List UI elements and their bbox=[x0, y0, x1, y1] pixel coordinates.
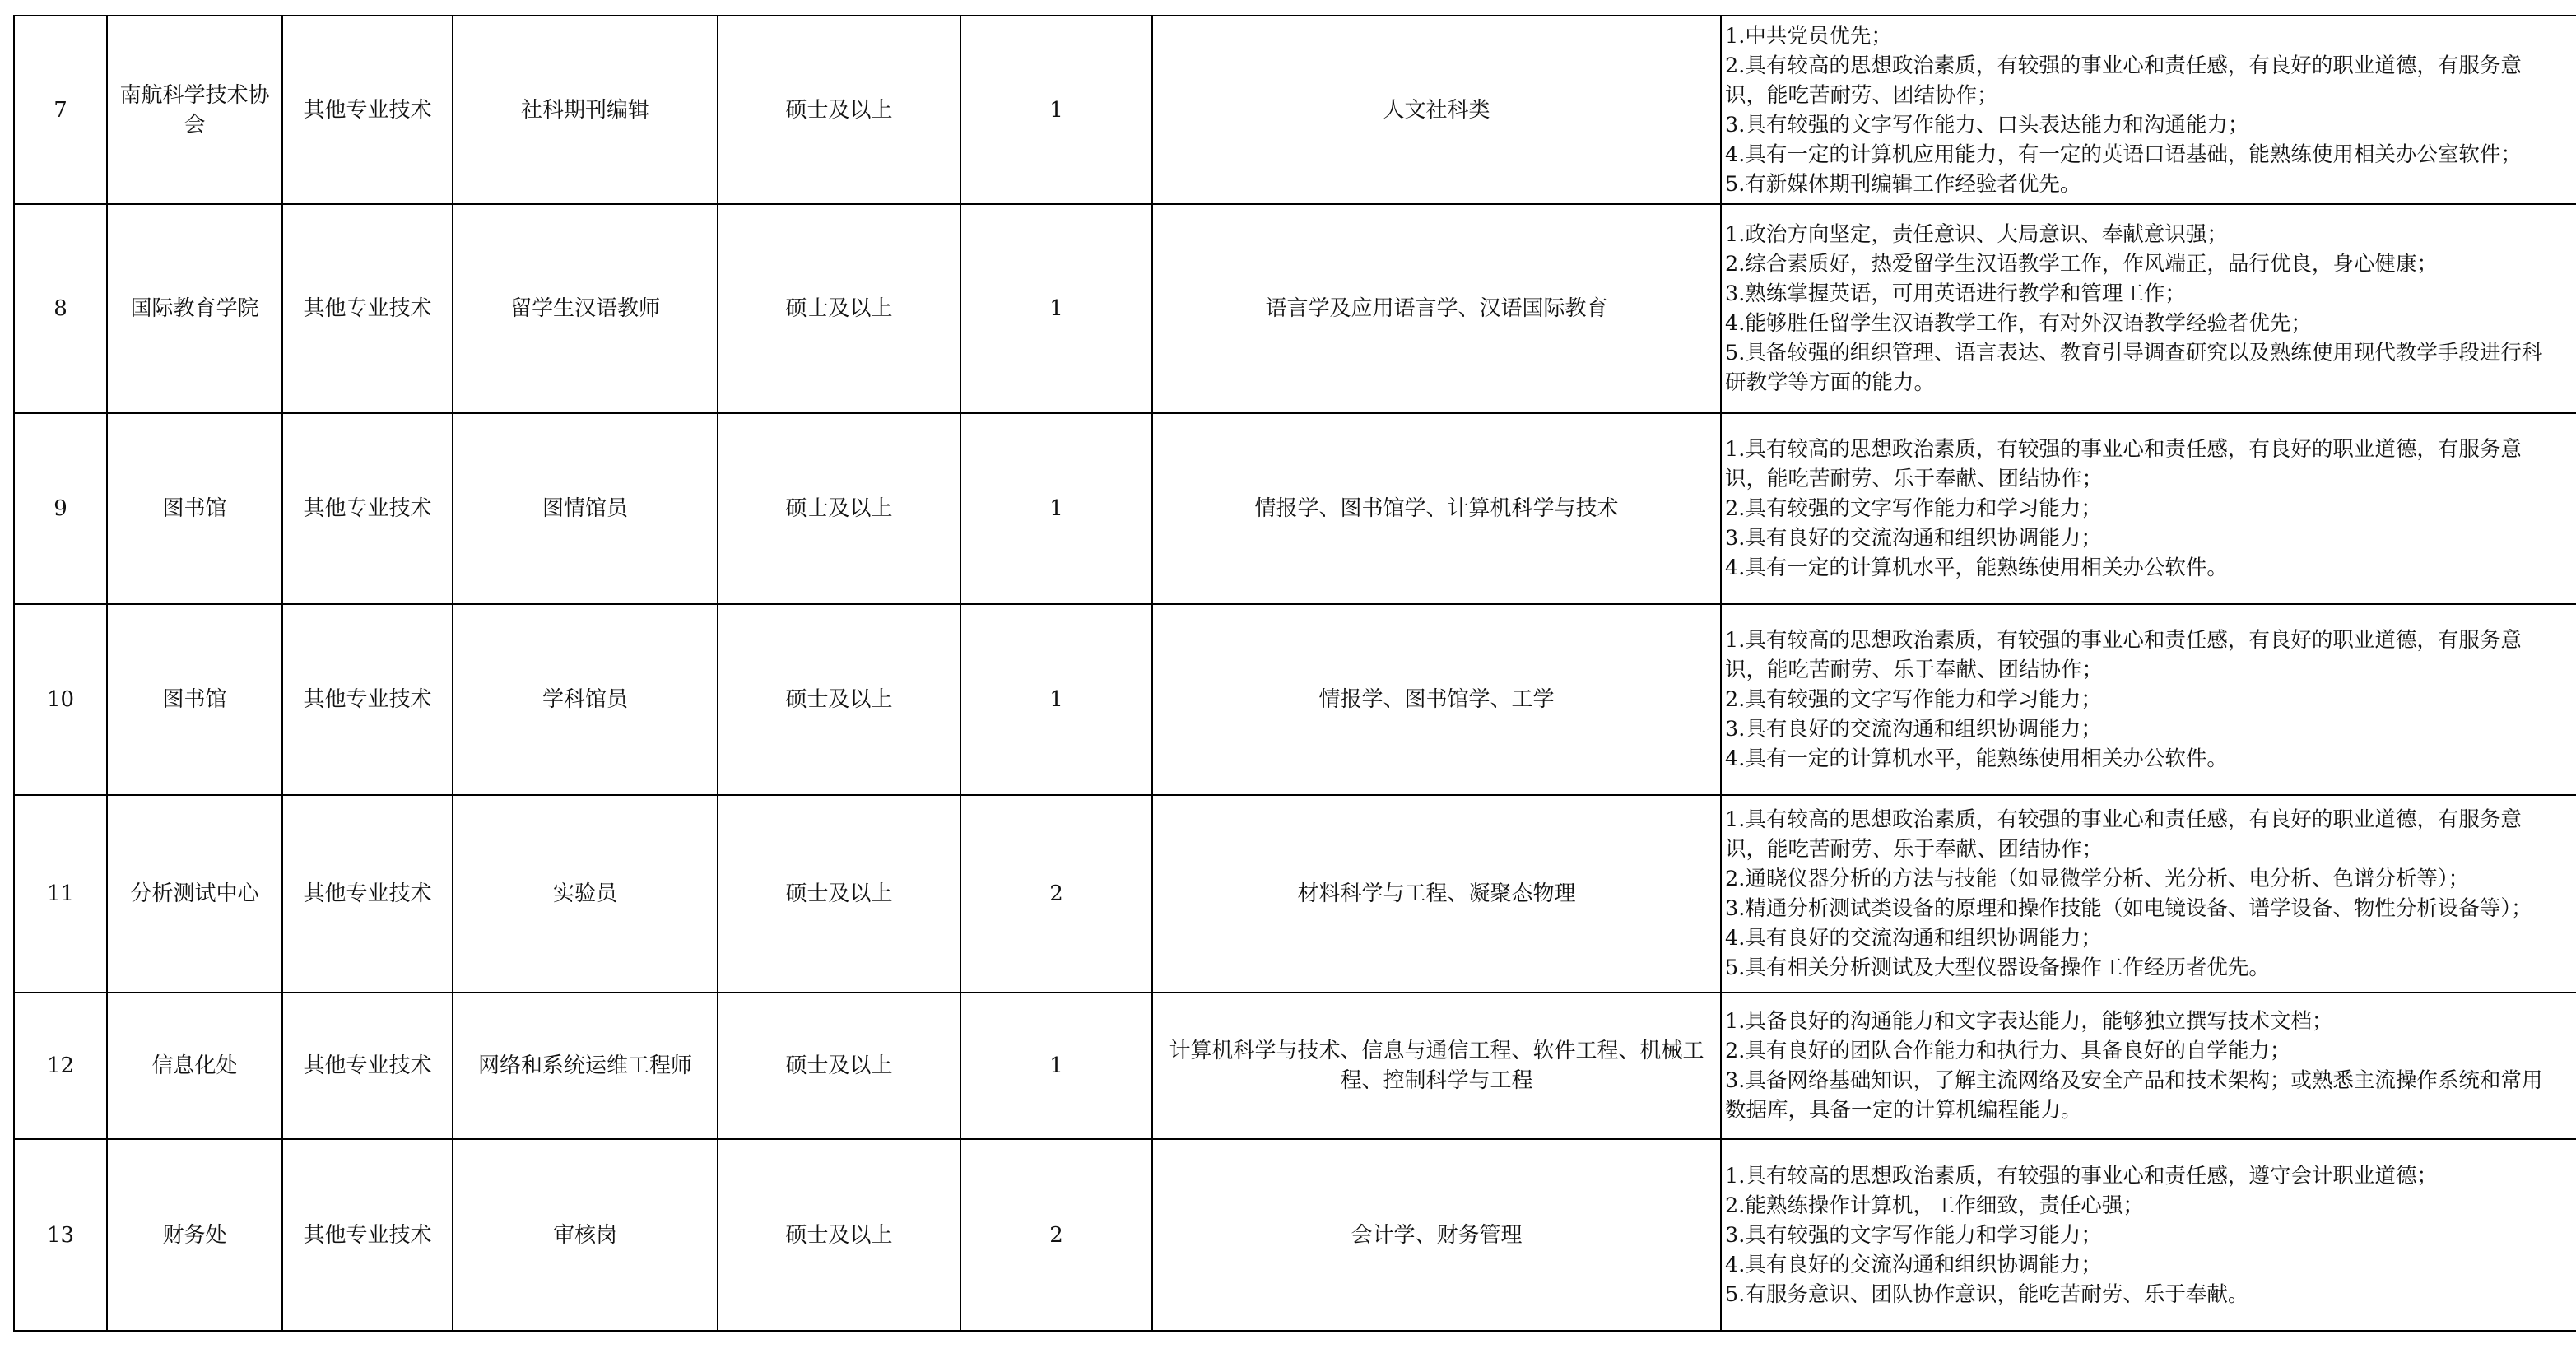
major-cell: 会计学、财务管理 bbox=[1152, 1139, 1721, 1331]
requirements-cell bbox=[1721, 413, 2576, 604]
table-row bbox=[14, 1139, 2576, 1331]
education-cell: 硕士及以上 bbox=[718, 16, 960, 204]
position-cell: 留学生汉语教师 bbox=[453, 204, 718, 413]
requirement-line: 2.具有较强的文字写作能力和学习能力； bbox=[1725, 496, 2102, 521]
requirement-line: 1.具有较高的思想政治素质，有较强的事业心和责任感，有良好的职业道德，有服务意 bbox=[1725, 437, 2522, 462]
count-cell: 1 bbox=[960, 413, 1152, 604]
requirement-line: 2.具有较强的文字写作能力和学习能力； bbox=[1725, 687, 2102, 712]
requirement-line: 3.精通分析测试类设备的原理和操作技能（如电镜设备、谱学设备、物性分析设备等）； bbox=[1725, 896, 2532, 921]
major-cell: 材料科学与工程、凝聚态物理 bbox=[1152, 795, 1721, 993]
requirement-line: 4.具有一定的计算机水平，能熟练使用相关办公软件。 bbox=[1725, 746, 2228, 771]
department-cell: 图书馆 bbox=[107, 604, 282, 795]
row-number: 7 bbox=[14, 16, 107, 204]
count-cell: 1 bbox=[960, 16, 1152, 204]
category-cell: 其他专业技术 bbox=[282, 604, 453, 795]
requirement-line: 5.具有相关分析测试及大型仪器设备操作工作经历者优先。 bbox=[1725, 956, 2270, 980]
requirement-line: 4.具有良好的交流沟通和组织协调能力； bbox=[1725, 1252, 2102, 1277]
table-row bbox=[14, 16, 2576, 204]
category-cell: 其他专业技术 bbox=[282, 413, 453, 604]
table-row bbox=[14, 795, 2576, 993]
count-cell: 1 bbox=[960, 993, 1152, 1139]
requirement-line: 4.具有一定的计算机应用能力，有一定的英语口语基础，能熟练使用相关办公室软件； bbox=[1725, 142, 2522, 167]
major-cell: 情报学、图书馆学、计算机科学与技术 bbox=[1152, 413, 1721, 604]
requirement-line: 3.具有较强的文字写作能力和学习能力； bbox=[1725, 1222, 2102, 1248]
requirement-line: 4.具有良好的交流沟通和组织协调能力； bbox=[1725, 926, 2102, 951]
department-cell: 图书馆 bbox=[107, 413, 282, 604]
education-cell: 硕士及以上 bbox=[718, 993, 960, 1139]
requirements-cell bbox=[1721, 204, 2576, 413]
requirement-line: 识，能吃苦耐劳、乐于奉献、团结协作； bbox=[1725, 658, 2104, 682]
category-cell: 其他专业技术 bbox=[282, 1139, 453, 1331]
requirement-line: 2.通晓仪器分析的方法与技能（如显微学分析、光分析、电分析、色谱分析等）； bbox=[1725, 867, 2470, 891]
requirement-line: 数据库，具备一定的计算机编程能力。 bbox=[1725, 1098, 2082, 1123]
requirement-line: 1.具有较高的思想政治素质，有较强的事业心和责任感，有良好的职业道德，有服务意 bbox=[1725, 628, 2522, 653]
education-cell: 硕士及以上 bbox=[718, 413, 960, 604]
position-cell: 审核岗 bbox=[453, 1139, 718, 1331]
requirement-line: 5.有新媒体期刊编辑工作经验者优先。 bbox=[1725, 171, 2081, 197]
requirement-line: 1.政治方向坚定，责任意识、大局意识、奉献意识强； bbox=[1725, 222, 2228, 247]
requirement-line: 4.能够胜任留学生汉语教学工作，有对外汉语教学经验者优先； bbox=[1725, 311, 2312, 336]
row-number: 13 bbox=[14, 1139, 107, 1331]
requirement-line: 1.具备良好的沟通能力和文字表达能力，能够独立撰写技术文档； bbox=[1725, 1009, 2333, 1034]
recruitment-table bbox=[13, 15, 2576, 1332]
count-cell: 2 bbox=[960, 1139, 1152, 1331]
position-cell: 学科馆员 bbox=[453, 604, 718, 795]
row-number: 12 bbox=[14, 993, 107, 1139]
requirement-line: 1.中共党员优先； bbox=[1725, 23, 1892, 49]
requirements-cell bbox=[1721, 795, 2576, 993]
position-cell: 实验员 bbox=[453, 795, 718, 993]
row-number: 10 bbox=[14, 604, 107, 795]
position-cell: 社科期刊编辑 bbox=[453, 16, 718, 204]
requirement-line: 3.具有良好的交流沟通和组织协调能力； bbox=[1725, 717, 2102, 742]
department-cell: 信息化处 bbox=[107, 993, 282, 1139]
table-row bbox=[14, 413, 2576, 604]
requirement-line: 识，能吃苦耐劳、乐于奉献、团结协作； bbox=[1725, 467, 2104, 491]
department-cell: 国际教育学院 bbox=[107, 204, 282, 413]
requirement-line: 5.有服务意识、团队协作意识，能吃苦耐劳、乐于奉献。 bbox=[1725, 1281, 2249, 1307]
requirements-cell bbox=[1721, 604, 2576, 795]
table-body bbox=[14, 16, 2576, 1331]
requirement-line: 4.具有一定的计算机水平，能熟练使用相关办公软件。 bbox=[1725, 556, 2228, 580]
requirements-cell bbox=[1721, 16, 2576, 204]
table-row bbox=[14, 604, 2576, 795]
category-cell: 其他专业技术 bbox=[282, 993, 453, 1139]
requirement-line: 识，能吃苦耐劳、团结协作； bbox=[1725, 82, 1998, 108]
table-row bbox=[14, 993, 2576, 1139]
table-row bbox=[14, 204, 2576, 413]
department-cell: 分析测试中心 bbox=[107, 795, 282, 993]
education-cell: 硕士及以上 bbox=[718, 204, 960, 413]
position-cell: 图情馆员 bbox=[453, 413, 718, 604]
row-number: 8 bbox=[14, 204, 107, 413]
category-cell: 其他专业技术 bbox=[282, 795, 453, 993]
department-cell: 财务处 bbox=[107, 1139, 282, 1331]
requirement-line: 5.具备较强的组织管理、语言表达、教育引导调查研究以及熟练使用现代教学手段进行科 bbox=[1725, 341, 2543, 365]
requirement-line: 识，能吃苦耐劳、乐于奉献、团结协作； bbox=[1725, 837, 2104, 862]
requirements-cell bbox=[1721, 993, 2576, 1139]
requirement-line: 1.具有较高的思想政治素质，有较强的事业心和责任感，有良好的职业道德，有服务意 bbox=[1725, 807, 2522, 832]
requirement-line: 1.具有较高的思想政治素质，有较强的事业心和责任感，遵守会计职业道德； bbox=[1725, 1163, 2438, 1188]
major-cell: 人文社科类 bbox=[1152, 16, 1721, 204]
requirement-line: 3.具备网络基础知识，了解主流网络及安全产品和技术架构；或熟悉主流操作系统和常用 bbox=[1725, 1068, 2543, 1093]
requirement-line: 2.具有较高的思想政治素质，有较强的事业心和责任感，有良好的职业道德，有服务意 bbox=[1725, 53, 2522, 78]
education-cell: 硕士及以上 bbox=[718, 1139, 960, 1331]
category-cell: 其他专业技术 bbox=[282, 204, 453, 413]
requirement-line: 2.能熟练操作计算机，工作细致，责任心强； bbox=[1725, 1193, 2144, 1218]
education-cell: 硕士及以上 bbox=[718, 604, 960, 795]
category-cell: 其他专业技术 bbox=[282, 16, 453, 204]
requirement-line: 2.具有良好的团队合作能力和执行力、具备良好的自学能力； bbox=[1725, 1039, 2291, 1063]
requirement-line: 3.具有较强的文字写作能力、口头表达能力和沟通能力； bbox=[1725, 112, 2249, 137]
requirement-line: 3.熟练掌握英语，可用英语进行教学和管理工作； bbox=[1725, 281, 2186, 306]
department-cell: 南航科学技术协会 bbox=[107, 16, 282, 204]
position-cell: 网络和系统运维工程师 bbox=[453, 993, 718, 1139]
count-cell: 1 bbox=[960, 204, 1152, 413]
requirement-line: 3.具有良好的交流沟通和组织协调能力； bbox=[1725, 526, 2102, 551]
requirements-cell bbox=[1721, 1139, 2576, 1331]
major-cell: 情报学、图书馆学、工学 bbox=[1152, 604, 1721, 795]
row-number: 11 bbox=[14, 795, 107, 993]
count-cell: 1 bbox=[960, 604, 1152, 795]
requirement-line: 2.综合素质好，热爱留学生汉语教学工作，作风端正，品行优良，身心健康； bbox=[1725, 252, 2438, 277]
count-cell: 2 bbox=[960, 795, 1152, 993]
requirement-line: 研教学等方面的能力。 bbox=[1725, 370, 1936, 395]
major-cell: 计算机科学与技术、信息与通信工程、软件工程、机械工程、控制科学与工程 bbox=[1152, 993, 1721, 1139]
education-cell: 硕士及以上 bbox=[718, 795, 960, 993]
major-cell: 语言学及应用语言学、汉语国际教育 bbox=[1152, 204, 1721, 413]
row-number: 9 bbox=[14, 413, 107, 604]
